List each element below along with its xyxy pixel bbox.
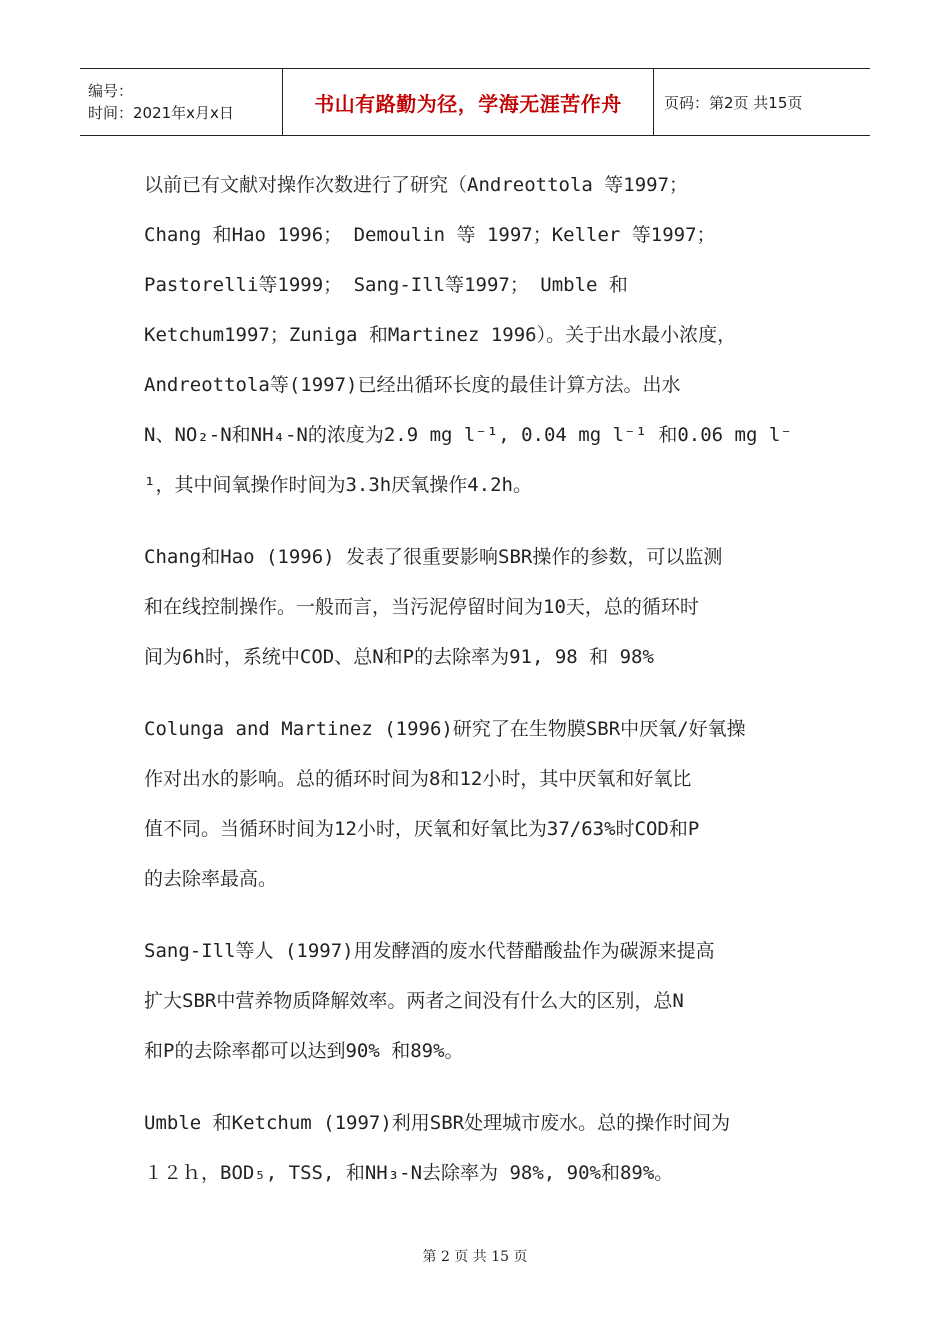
header-motto-cell: [282, 69, 654, 135]
text-line: Colunga and Martinez (1996)研究了在生物膜SBR中厌氧/好氧操: [144, 718, 746, 740]
text-line: ¹，其中间氧操作时间为3.3h厌氧操作4.2h。: [144, 474, 532, 496]
header-page-cell: [654, 69, 870, 135]
page-info: 页码：第2页 共15页: [664, 93, 803, 112]
text-line: Andreottola等(1997)已经出循环长度的最佳计算方法。出水: [144, 374, 681, 396]
motto-text: 书山有路勤为径，学海无涯苦作舟: [314, 91, 622, 116]
text-line: 作对出水的影响。总的循环时间为8和12小时，其中厌氧和好氧比: [144, 768, 692, 790]
text-line: Pastorelli等1999； Sang-Ill等1997； Umble 和: [144, 274, 628, 296]
text-line: 扩大SBR中营养物质降解效率。两者之间没有什么大的区别，总N: [144, 990, 684, 1012]
text-line: N、NO₂-N和NH₄-N的浓度为2.9 mg l⁻¹, 0.04 mg l⁻¹ 和0.06 mg l⁻: [144, 424, 792, 446]
text-line: Chang 和Hao 1996； Demoulin 等 1997；Keller 等1997；: [144, 224, 716, 246]
text-line: Umble 和Ketchum (1997)利用SBR处理城市废水。总的操作时间为: [144, 1112, 731, 1134]
number-label: 编号：: [88, 82, 134, 100]
text-line: 的去除率最高。: [144, 868, 278, 890]
date-label: 时间：2021年x月x日: [88, 104, 234, 122]
text-line: 和P的去除率都可以达到90% 和89%。: [144, 1040, 464, 1062]
text-line: 间为6h时，系统中COD、总N和P的去除率为91, 98 和 98%: [144, 646, 654, 668]
header-left-cell: [80, 69, 282, 135]
text-line: １２ｈ，BOD₅, TSS, 和NH₃-N去除率为 98%, 90%和89%。: [144, 1162, 674, 1184]
paragraph-4: [144, 926, 804, 1076]
text-line: Sang-Ill等人 (1997)用发酵酒的废水代替醋酸盐作为碳源来提高: [144, 940, 715, 962]
text-line: 以前已有文献对操作次数进行了研究（Andreottola 等1997；: [144, 174, 689, 196]
text-line: 和在线控制操作。一般而言，当污泥停留时间为10天，总的循环时: [144, 596, 699, 618]
paragraph-1: [144, 160, 804, 510]
paragraph-2: [144, 532, 804, 682]
page-footer: 第 2 页 共 15 页: [422, 1249, 528, 1265]
text-line: 值不同。当循环时间为12小时，厌氧和好氧比为37/63%时COD和P: [144, 818, 700, 840]
document-body: [144, 160, 804, 1220]
text-line: Ketchum1997；Zuniga 和Martinez 1996）。关于出水最小浓度，: [144, 324, 737, 346]
document-header: [80, 68, 870, 136]
paragraph-3: [144, 704, 804, 904]
text-line: Chang和Hao (1996) 发表了很重要影响SBR操作的参数，可以监测: [144, 546, 723, 568]
paragraph-5: [144, 1098, 804, 1198]
